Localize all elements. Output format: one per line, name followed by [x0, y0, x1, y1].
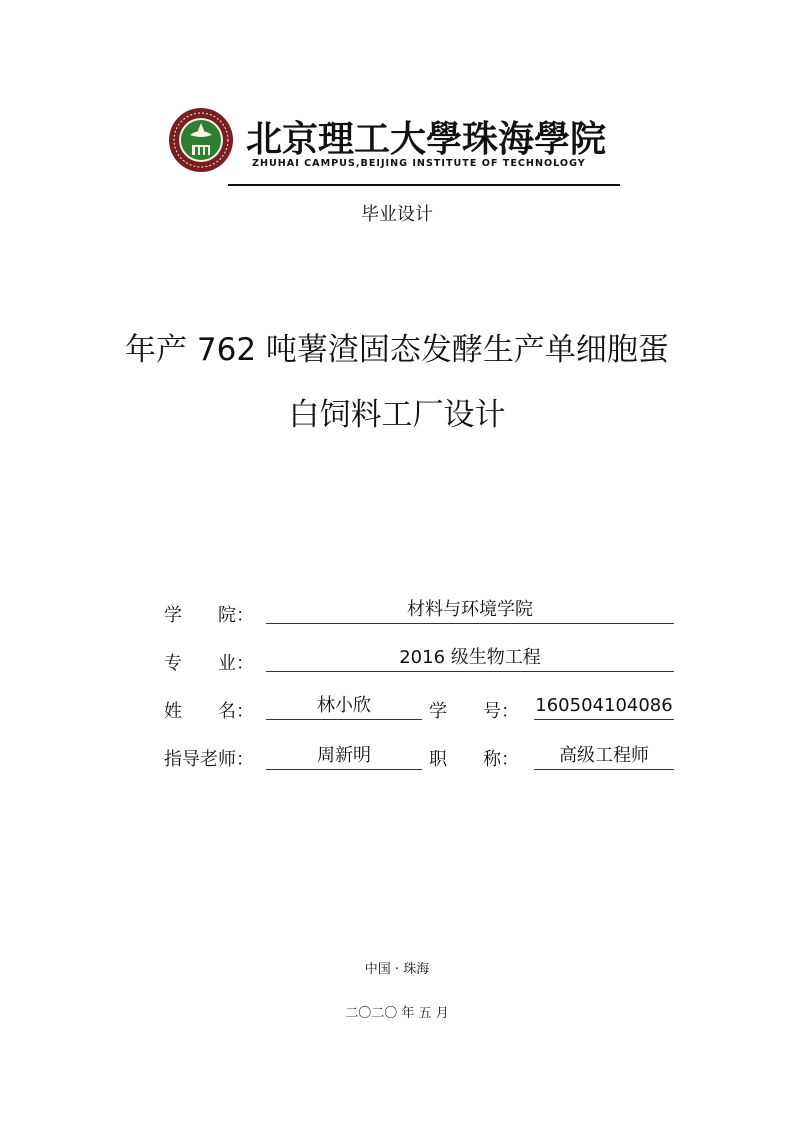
- thesis-title-line-1: 年产 762 吨薯渣固态发酵生产单细胞蛋: [125, 332, 669, 368]
- footer-date: 二〇二〇 年 五 月: [345, 1006, 449, 1021]
- academic-title-label: 职 称：: [429, 749, 519, 770]
- major-field: 2016 级生物工程: [266, 645, 674, 672]
- college-label: 学 院：: [164, 605, 254, 626]
- name-field: 林小欣: [266, 693, 422, 720]
- academic-title-field: 高级工程师: [534, 743, 674, 770]
- advisor-label: 指导老师：: [164, 749, 254, 770]
- name-label: 姓 名：: [164, 701, 254, 722]
- school-name-chinese: 北京理工大學珠海學院: [246, 118, 607, 160]
- student-id-field: 160504104086: [534, 693, 674, 720]
- university-seal-logo: [168, 107, 234, 173]
- advisor-field: 周新明: [266, 743, 422, 770]
- header-divider: [228, 184, 620, 186]
- college-field: 材料与环境学院: [266, 597, 674, 624]
- student-id-label: 学 号：: [429, 701, 519, 722]
- school-name-english: ZHUHAI CAMPUS,BEIJING INSTITUTE OF TECHNOLOGY: [252, 158, 586, 169]
- footer-place: 中国 · 珠海: [364, 962, 430, 977]
- document-type: 毕业设计: [361, 204, 433, 225]
- thesis-title-line-2: 白饲料工厂设计: [288, 397, 506, 433]
- major-label: 专 业：: [164, 653, 254, 674]
